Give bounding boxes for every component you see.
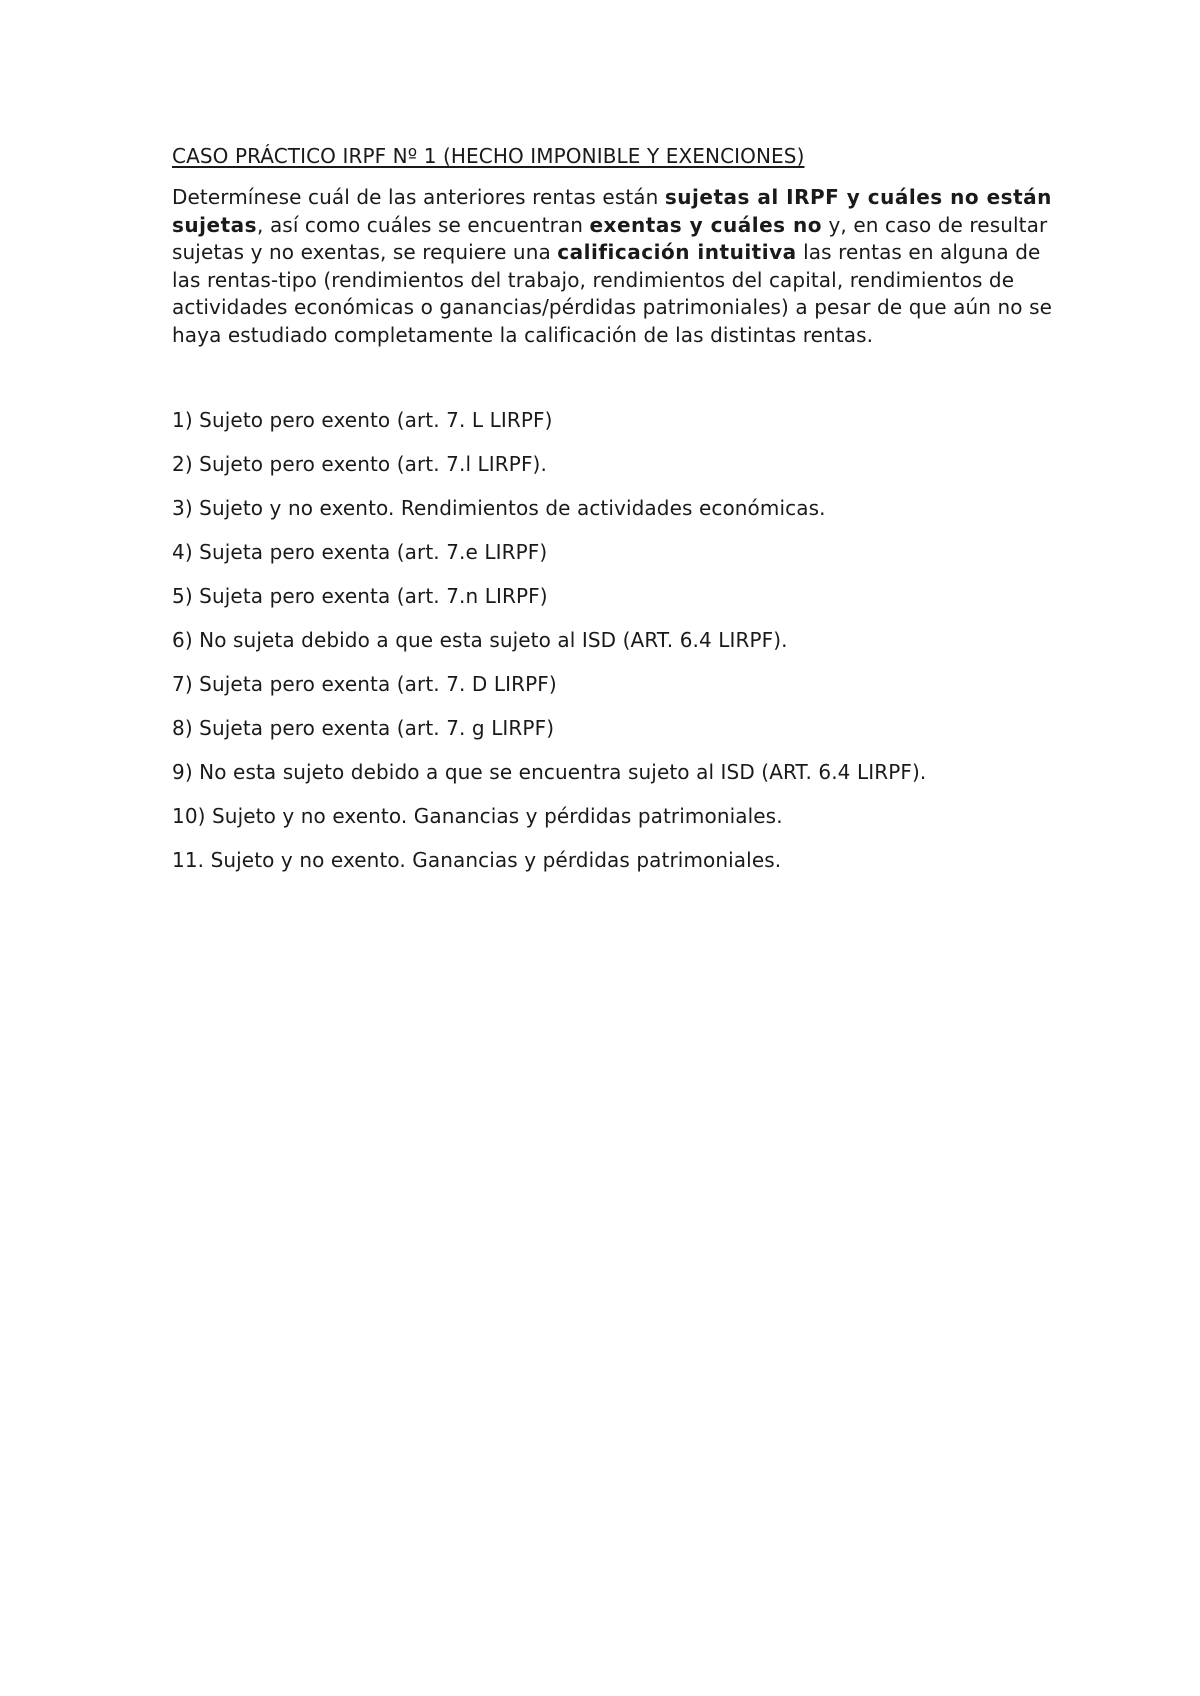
answer-item: 1) Sujeto pero exento (art. 7. L LIRPF) — [172, 407, 553, 432]
answer-item: 5) Sujeta pero exenta (art. 7.n LIRPF) — [172, 583, 548, 608]
intro-text: y, en caso de resultar sujetas y no exentas, se requiere una — [172, 212, 1048, 265]
intro-emphasis: exentas y cuáles no — [589, 212, 823, 237]
answer-item: 2) Sujeto pero exento (art. 7.l LIRPF). — [172, 451, 547, 476]
answer-item: 10) Sujeto y no exento. Ganancias y pérdidas patrimoniales. — [172, 803, 783, 828]
intro-emphasis: calificación intuitiva — [557, 240, 797, 265]
answer-item: 9) No esta sujeto debido a que se encuentra sujeto al ISD (ART. 6.4 LIRPF). — [172, 759, 927, 784]
answer-item: 4) Sujeta pero exenta (art. 7.e LIRPF) — [172, 539, 548, 564]
intro-text: Determínese cuál de las anteriores rentas están — [172, 185, 665, 209]
intro-paragraph — [172, 184, 1052, 350]
answer-item: 3) Sujeto y no exento. Rendimientos de actividades económicas. — [172, 495, 826, 520]
document-content — [172, 142, 1052, 890]
intro-emphasis: sujetas al IRPF y cuáles no están sujetas — [172, 185, 1052, 237]
intro-text: las rentas en alguna de las rentas-tipo (rendimientos del trabajo, rendimientos del capital, rendimientos de actividades económicas o ganancias/pérdidas patrimoniales) a pesar de que aún no se haya estudiado completamente la calificación de las distintas rentas. — [172, 240, 1052, 347]
intro-text: , así como cuáles se encuentran — [257, 212, 590, 237]
document-title: CASO PRÁCTICO IRPF Nº 1 (HECHO IMPONIBLE Y EXENCIONES) — [172, 144, 805, 168]
answer-item: 11. Sujeto y no exento. Ganancias y pérdidas patrimoniales. — [172, 847, 782, 872]
answer-item: 8) Sujeta pero exenta (art. 7. g LIRPF) — [172, 715, 555, 740]
answer-item: 7) Sujeta pero exenta (art. 7. D LIRPF) — [172, 671, 557, 696]
answer-item: 6) No sujeta debido a que esta sujeto al ISD (ART. 6.4 LIRPF). — [172, 627, 788, 652]
answer-list — [172, 406, 1052, 874]
